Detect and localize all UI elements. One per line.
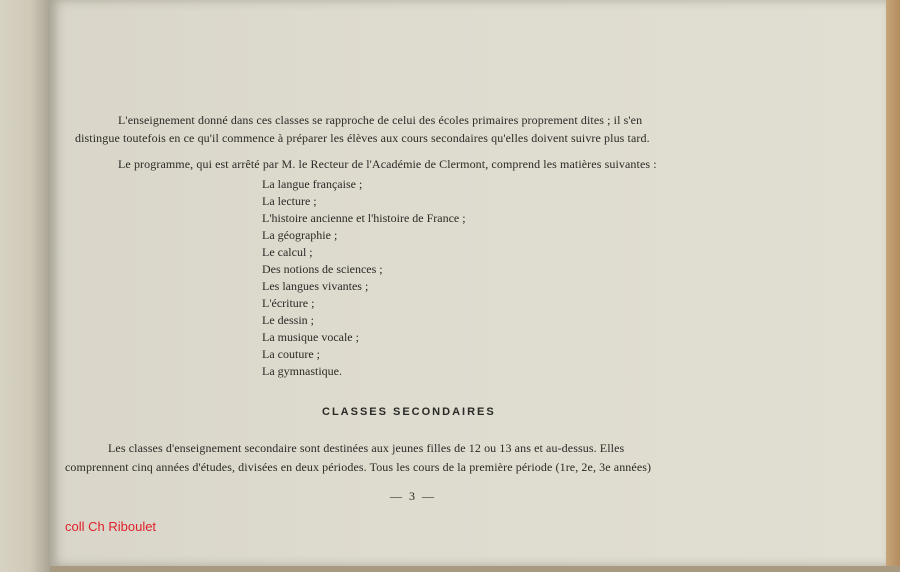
book-page bbox=[50, 0, 886, 566]
collection-watermark: coll Ch Riboulet bbox=[65, 519, 157, 534]
subject-item: Le dessin ; bbox=[262, 313, 314, 327]
page-number: — 3 — bbox=[390, 489, 436, 503]
subject-item: Des notions de sciences ; bbox=[262, 262, 383, 276]
subject-item: La musique vocale ; bbox=[262, 330, 359, 344]
subject-item: La langue française ; bbox=[262, 177, 363, 191]
subject-item: L'histoire ancienne et l'histoire de France ; bbox=[262, 211, 466, 225]
book-spine bbox=[0, 0, 50, 572]
paragraph-3-line-1: Les classes d'enseignement secondaire sont destinées aux jeunes filles de 12 ou 13 ans et au-dessus. Elles bbox=[108, 441, 625, 455]
subject-item: La gymnastique. bbox=[262, 364, 342, 378]
subject-item: Le calcul ; bbox=[262, 245, 313, 259]
subject-item: La lecture ; bbox=[262, 194, 317, 208]
paragraph-1-line-1: L'enseignement donné dans ces classes se rapproche de celui des écoles primaires proprement dites ; il s'en bbox=[118, 113, 643, 127]
paragraph-3-line-2: comprennent cinq années d'études, divisées en deux périodes. Tous les cours de la première période (1re, 2e, 3e années) bbox=[65, 460, 652, 474]
section-heading: CLASSES SECONDAIRES bbox=[322, 406, 496, 418]
subject-item: L'écriture ; bbox=[262, 296, 315, 310]
subject-item: Les langues vivantes ; bbox=[262, 279, 369, 293]
paragraph-2-line-1: Le programme, qui est arrêté par M. le Recteur de l'Académie de Clermont, comprend les matières suivantes : bbox=[118, 157, 657, 171]
subject-item: La géographie ; bbox=[262, 228, 338, 242]
page-edge-right bbox=[886, 0, 900, 572]
paragraph-1-line-2: distingue toutefois en ce qu'il commence à préparer les élèves aux cours secondaires qu'elles doivent suivre plus tard. bbox=[75, 131, 650, 145]
subject-item: La couture ; bbox=[262, 347, 320, 361]
page-edge-bottom bbox=[50, 566, 900, 572]
